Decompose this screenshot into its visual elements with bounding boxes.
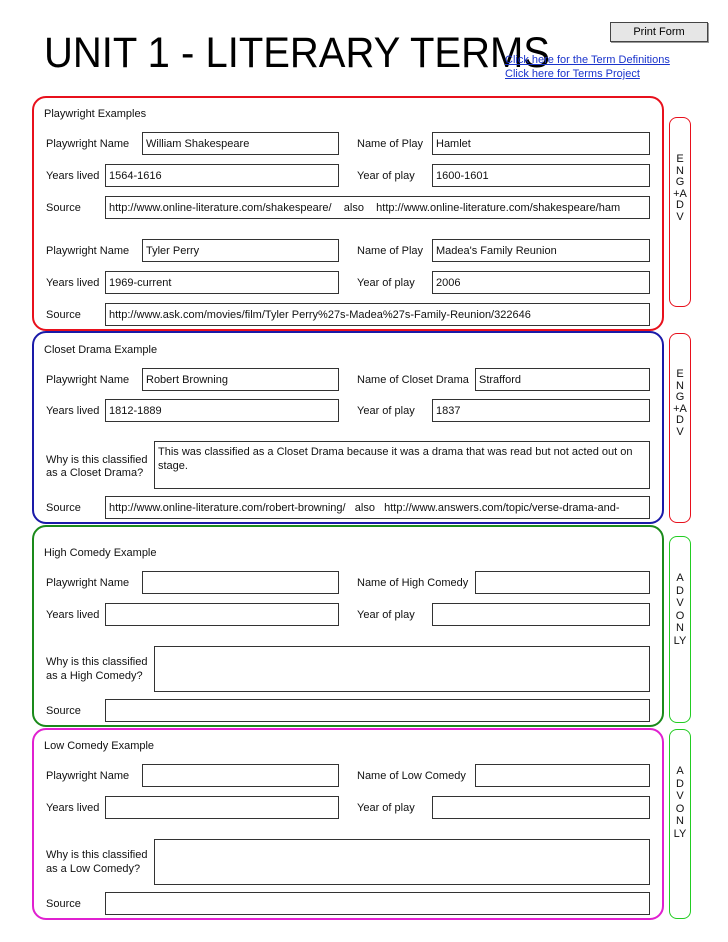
closet-years-lived-field[interactable]: 1812-1889 (105, 399, 339, 422)
year-of-play-label: Year of play (357, 405, 415, 417)
why-classified-label: Why is this classified (46, 849, 148, 861)
playwright-name-label: Playwright Name (46, 374, 130, 386)
source-label: Source (46, 309, 81, 321)
years-lived-label: Years lived (46, 802, 100, 814)
source-label: Source (46, 898, 81, 910)
source-field-2[interactable]: http://www.ask.com/movies/film/Tyler Perry%27s-Madea%27s-Family-Reunion/322646 (105, 303, 650, 326)
years-lived-label: Years lived (46, 277, 100, 289)
why-classified-label-2: as a Closet Drama? (46, 467, 144, 479)
low-years-lived-field[interactable] (105, 796, 339, 819)
playwright-name-label: Playwright Name (46, 138, 130, 150)
playwright-name-label: Playwright Name (46, 245, 130, 257)
eng-adv-side-label: ENG+ADV (673, 153, 687, 223)
name-of-low-comedy-label: Name of Low Comedy (357, 770, 466, 782)
years-lived-field-1[interactable]: 1564-1616 (105, 164, 339, 187)
closet-drama-title: Closet Drama Example (44, 344, 158, 356)
name-of-play-field-1[interactable]: Hamlet (432, 132, 650, 155)
high-years-lived-field[interactable] (105, 603, 339, 626)
year-of-play-label: Year of play (357, 609, 415, 621)
eng-adv-side-label: ENG+ADV (673, 368, 687, 438)
year-of-play-label: Year of play (357, 170, 415, 182)
high-comedy-name-field[interactable] (475, 571, 650, 594)
why-classified-label: Why is this classified (46, 656, 148, 668)
playwright-name-label: Playwright Name (46, 577, 130, 589)
why-classified-label-2: as a High Comedy? (46, 670, 143, 682)
closet-why-field[interactable]: This was classified as a Closet Drama because it was a drama that was read but not acted out on stage. (154, 441, 650, 489)
source-field-1[interactable]: http://www.online-literature.com/shakespeare/ also http://www.online-literature.com/shakespeare/ham (105, 196, 650, 219)
high-year-of-play-field[interactable] (432, 603, 650, 626)
playwright-name-label: Playwright Name (46, 770, 130, 782)
closet-playwright-name-field[interactable]: Robert Browning (142, 368, 339, 391)
playwright-name-field-2[interactable]: Tyler Perry (142, 239, 339, 262)
name-of-play-label: Name of Play (357, 138, 424, 150)
years-lived-label: Years lived (46, 405, 100, 417)
closet-source-field[interactable]: http://www.online-literature.com/robert-browning/ also http://www.answers.com/topic/verse-drama-and- (105, 496, 650, 519)
closet-drama-name-field[interactable]: Strafford (475, 368, 650, 391)
playwright-section-title: Playwright Examples (44, 108, 147, 120)
year-of-play-field-1[interactable]: 1600-1601 (432, 164, 650, 187)
why-classified-label: Why is this classified (46, 454, 148, 466)
year-of-play-label: Year of play (357, 802, 415, 814)
source-label: Source (46, 202, 81, 214)
adv-only-side-label: ADVONLY (673, 572, 687, 647)
low-why-field[interactable] (154, 839, 650, 885)
page-title: UNIT 1 - LITERARY TERMS (44, 29, 550, 77)
low-source-field[interactable] (105, 892, 650, 915)
year-of-play-label: Year of play (357, 277, 415, 289)
low-comedy-name-field[interactable] (475, 764, 650, 787)
term-definitions-link[interactable]: Click here for the Term Definitions (505, 54, 670, 66)
name-of-high-comedy-label: Name of High Comedy (357, 577, 469, 589)
years-lived-label: Years lived (46, 609, 100, 621)
adv-only-side-label: ADVONLY (673, 765, 687, 840)
playwright-name-field-1[interactable]: William Shakespeare (142, 132, 339, 155)
terms-project-link[interactable]: Click here for Terms Project (505, 68, 640, 80)
high-source-field[interactable] (105, 699, 650, 722)
print-form-button[interactable]: Print Form (610, 22, 708, 42)
source-label: Source (46, 705, 81, 717)
name-of-closet-drama-label: Name of Closet Drama (357, 374, 469, 386)
name-of-play-label: Name of Play (357, 245, 424, 257)
why-classified-label-2: as a Low Comedy? (46, 863, 141, 875)
years-lived-label: Years lived (46, 170, 100, 182)
closet-year-of-play-field[interactable]: 1837 (432, 399, 650, 422)
low-year-of-play-field[interactable] (432, 796, 650, 819)
year-of-play-field-2[interactable]: 2006 (432, 271, 650, 294)
years-lived-field-2[interactable]: 1969-current (105, 271, 339, 294)
high-playwright-name-field[interactable] (142, 571, 339, 594)
name-of-play-field-2[interactable]: Madea's Family Reunion (432, 239, 650, 262)
low-playwright-name-field[interactable] (142, 764, 339, 787)
high-why-field[interactable] (154, 646, 650, 692)
high-comedy-title: High Comedy Example (44, 547, 157, 559)
low-comedy-title: Low Comedy Example (44, 740, 155, 752)
source-label: Source (46, 502, 81, 514)
